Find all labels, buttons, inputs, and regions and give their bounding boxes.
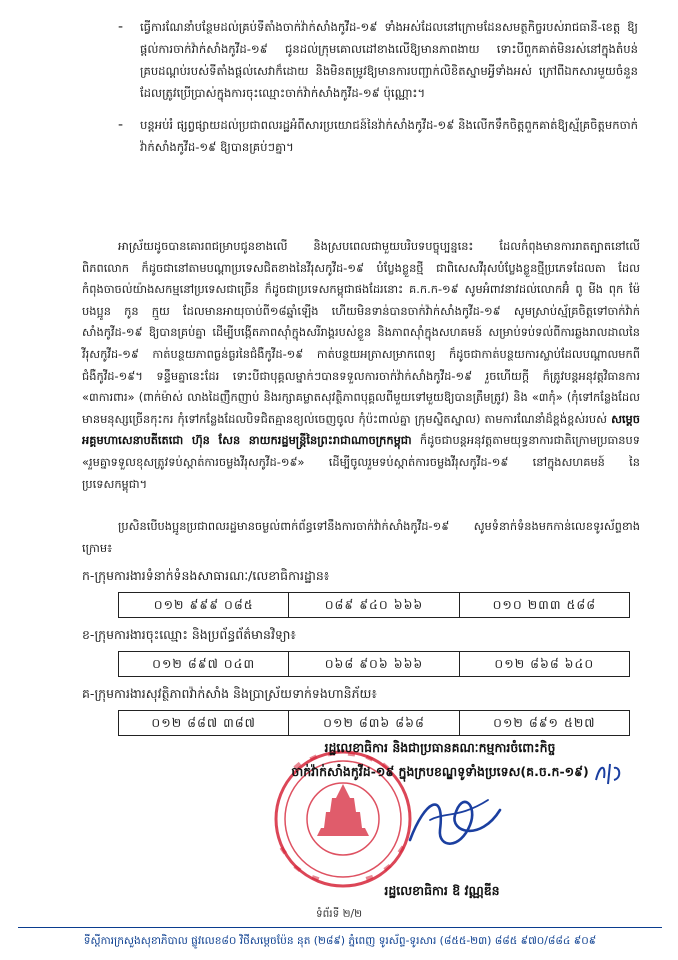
phone-table [118, 710, 630, 736]
contact-group-title: ក-ក្រុមការងារទំនាក់ទំនងសាធារណៈ/លេខាធិការដ្ឋាន៖ [82, 568, 330, 583]
contact-group-title: ខ-ក្រុមការងារចុះឈ្មោះ និងប្រព័ន្ធព័ត៌មានវិទ្យា៖ [82, 627, 296, 642]
bullet-text: ធ្វើការណែនាំបន្ថែមដល់គ្រប់ទីតាំងចាក់វ៉ាក់សាំងកូវីដ-១៩ ទាំងអស់ដែលនៅក្រោមដែនសមត្ថកិច្ចរបស់រាជធានី-ខេត្ត ឱ្យផ្តល់ការចាក់វ៉ាក់សាំងកូវីដ-១៩ ជូនដល់ក្រុមគោលដៅខាងលើឱ្យមានភាពងាយ ទោះបីពួកគាត់មិនរស់នៅក្នុងតំបន់គ្របដណ្តប់របស់ទីតាំងផ្តល់សេវាក៏ដោយ និងមិនតម្រូវឱ្យមានការបញ្ជាក់លិខិតស្នាមអ្វីទាំងអស់ ក្រៅពីឯកសារមួយចំនួនដែលត្រូវប្រើប្រាស់ក្នុងការចុះឈ្មោះចាក់វ៉ាក់សាំងកូវីដ-១៩ ប៉ុណ្ណោះ។ [140, 20, 638, 100]
phone-number: ០១២ ៨៨៧ ៣៨៧ [119, 711, 289, 735]
main-paragraph-text: អាស្រ័យដូចបានគោរពជម្រាបជូនខាងលើ និងស្របពេលជាមួយបរិបទបច្ចុប្បន្ននេះ ដែលកំពុងមានការរាតត្បាតនៅលើពិភពលោក ក៏ដូចជានៅតាមបណ្តាប្រទេសជិតខាងនៃវីរុសកូវីដ-១៩ បំប្លែងខ្លួនថ្មី ជាពិសេសវីរុសបំប្លែងខ្លួនថ្មីប្រភេទដែលតា ដែលកំពុងចាចល់យ៉ាងសកម្មនៅប្រទេសជាច្រើន ក៏ដូចជាប្រទេសកម្ពុជាផងដែរនោះ គ.ក.ក-១៩ សូមអំពាវនាវដល់លោកអ៊ំ ពូ មីង ពុក ម៉ែ បងប្អូន កូន ក្មួយ ដែលមានអាយុចាប់ពី១៨ឆ្នាំឡើង ហើយមិនទាន់បានចាក់វ៉ាក់សាំងកូវីដ-១៩ សូមស្រាប់ស្ម័គ្រចិត្តទៅចាក់វ៉ាក់សាំងកូវីដ-១៩ ឱ្យបានគ្រប់គ្នា ដើម្បីបង្កើតភាពស៊ាំក្នុងសរីរាង្គរបស់ខ្លួន និងភាពស៊ាំក្នុងសហគមន៍ សម្រាប់ទប់ទល់ពីការឆ្លងរាលដាលនៃវីរុសកូវីដ-១៩ កាត់បន្ថយភាពធ្ងន់ធ្ងរនៃជំងឺកូវីដ-១៩ កាត់បន្ថយអត្រាសម្រាកពេទ្យ ក៏ដូចជាកាត់បន្ថយការស្លាប់ដែលបណ្តាលមកពីជំងឺកូវីដ-១៩។ ទន្ទឹមគ្នានេះដែរ ទោះបីជាបុគ្គលម្នាក់ៗបានទទួលការចាក់វ៉ាក់សាំងកូវីដ-១៩ រួចហើយក្តី ក៏ត្រូវបន្តអនុវត្តវិធានការ «៣ការពារ» (ពាក់ម៉ាស់ លាងដៃញឹកញាប់ និងរក្សាគម្លាតសុវត្ថិភាពបុគ្គលពីមួយទៅមួយឱ្យបានត្រឹមត្រូវ) និង «៣កុំ» (កុំទៅកន្លែងដែលមានមនុស្សច្រើនកុះករ កុំទៅកន្លែងដែលបិទជិតគ្មានខ្យល់ចេញចូល កុំប៉ះពាល់គ្នា ក្រុមស្និតស្នាល) តាមការណែនាំដ៏ខ្ពង់ខ្ពស់របស់ [82, 239, 640, 426]
bullet-text: បន្តអប់រំ ផ្សព្វផ្សាយដល់ប្រជាពលរដ្ឋអំពីសារប្រយោជន៍នៃវ៉ាក់សាំងកូវីដ-១៩ និងលើកទឹកចិត្តពួកគាត់ឱ្យស្ម័គ្រចិត្តមកចាក់វ៉ាក់សាំងកូវីដ-១៩ ឱ្យបានគ្រប់ៗគ្នា។ [140, 118, 639, 154]
phone-number: ០១២ ៩៩៩ ០៨៥ [119, 593, 289, 617]
phone-table [118, 592, 630, 618]
bullet-list [118, 16, 638, 168]
footer-divider [18, 927, 662, 928]
contact-group-title: គ-ក្រុមការងារសុវត្ថិភាពវ៉ាក់សាំង និងប្រាស្រ័យទាក់ទងហានិភ័យ៖ [82, 686, 377, 701]
phone-number: ០១២ ៨៩១ ៥២៧ [493, 715, 596, 730]
signatory-title-line2: ចាក់វ៉ាក់សាំងកូវីដ-១៩ ក្នុងក្របខណ្ឌទូទាំងប្រទេស(គ.ច.ក-១៩) [291, 764, 589, 779]
phone-number: ០៦៨ ៩០៦ ៦៦៦ [289, 652, 459, 676]
phone-number: ០១២ ៨៣៦ ៨៦៨ [289, 711, 459, 735]
footer-address: ទីស្តីការក្រសួងសុខាភិបាល ផ្លូវលេខ៨០ វិថីសម្តេចប៉ែន នុត (២៨៩) ភ្នំពេញ ទូរស័ព្ទ-ទូរសារ (៨៥៥-២៣) ៨៨៥ ៩៧០/៨៨៤ ៩០៩ [83, 935, 597, 947]
phone-number: ០៨៩ ៩៤០ ៦៦៦ [289, 593, 459, 617]
phone-number: ០១២ ៨៦៨ ៦៤០ [494, 656, 595, 671]
phone-table [118, 651, 630, 677]
main-paragraph-text-end: ក៏ដូចជាបន្តអនុវត្តតាមយុទ្ធនាការជាតិក្រោមប្រធានបទ «រួមគ្នាទទួលខុសត្រូវទប់ស្កាត់ការចម្លងវីរុសកូវីដ-១៩» ដើម្បីចូលរួមទប់ស្កាត់ការចម្លងវីរុសកូវីដ-១៩ នៅក្នុងសហគមន៍ នៃប្រទេសកម្ពុជា។ [82, 433, 640, 491]
bullet-item [118, 114, 638, 158]
dash-marker: - [118, 117, 124, 133]
page-number: ទំព័រទី ២/២ [315, 908, 363, 920]
main-paragraph [82, 236, 640, 495]
dash-marker: - [118, 19, 124, 35]
prime-minister-name: សម្តេចអគ្គមហាសេនាបតីតេជោ ហ៊ុន សែន នាយករដ្ឋមន្ត្រីនៃព្រះរាជាណាចក្រកម្ពុជា [82, 411, 640, 448]
initials-mark-icon [592, 758, 632, 788]
handwritten-signature-icon [400, 770, 510, 860]
contact-paragraph: ប្រសិនបើបងប្អូនប្រជាពលរដ្ឋមានចម្ងល់ពាក់ព័ន្ធទៅនឹងការចាក់វ៉ាក់សាំងកូវីដ-១៩ សូមទំនាក់ទំនងមកកាន់លេខទូរស័ព្ទខាងក្រោម៖ [82, 519, 640, 555]
signatory-title-line1: រដ្ឋលេខាធិការ និងជាប្រធានគណៈកម្មការចំពោះកិច្ច [324, 740, 556, 755]
phone-number: ០១០ ២៣៣ ៥៨៨ [492, 597, 597, 612]
signatory-name: រដ្ឋលេខាធិការ ឱ វណ្ណឌីន [384, 883, 500, 898]
phone-number: ០១២ ៨៩៧ ០៤៣ [119, 652, 289, 676]
bullet-item [118, 16, 638, 104]
